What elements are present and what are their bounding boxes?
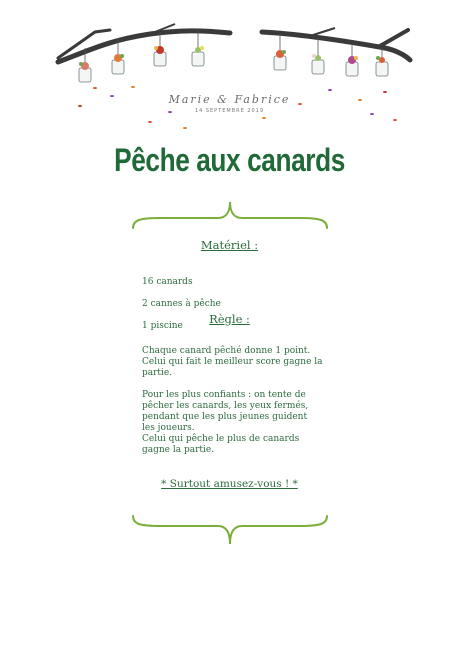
- regle-paragraph-1: Chaque canard pêché donne 1 point. Celui qui fait le meilleur score gagne la partie.: [142, 346, 323, 378]
- materiel-item: 2 cannes à pêche: [142, 299, 221, 309]
- bottom-bracket-ornament: [130, 508, 330, 548]
- top-bracket-ornament: [130, 198, 330, 238]
- closing-note: * Surtout amusez-vous ! *: [161, 478, 298, 490]
- branch-lanterns-illustration: [0, 0, 459, 140]
- materiel-item: 1 piscine: [142, 321, 183, 331]
- materiel-item: 16 canards: [142, 277, 193, 287]
- materiel-heading: Matériel :: [200, 238, 259, 252]
- regle-heading: Règle :: [209, 312, 250, 326]
- event-date: 14 SEPTEMBRE 2019: [194, 108, 265, 114]
- couple-names: Marie & Fabrice: [168, 93, 291, 106]
- regle-paragraph-2: Pour les plus confiants : on tente de pêcher les canards, les yeux fermés, pendant que les plus jeunes guident les joueurs. Celui qui pêche le plus de canards gagne la partie.: [142, 390, 309, 455]
- page-title: Pêche aux canards: [114, 142, 345, 178]
- materiel-list: [142, 266, 342, 343]
